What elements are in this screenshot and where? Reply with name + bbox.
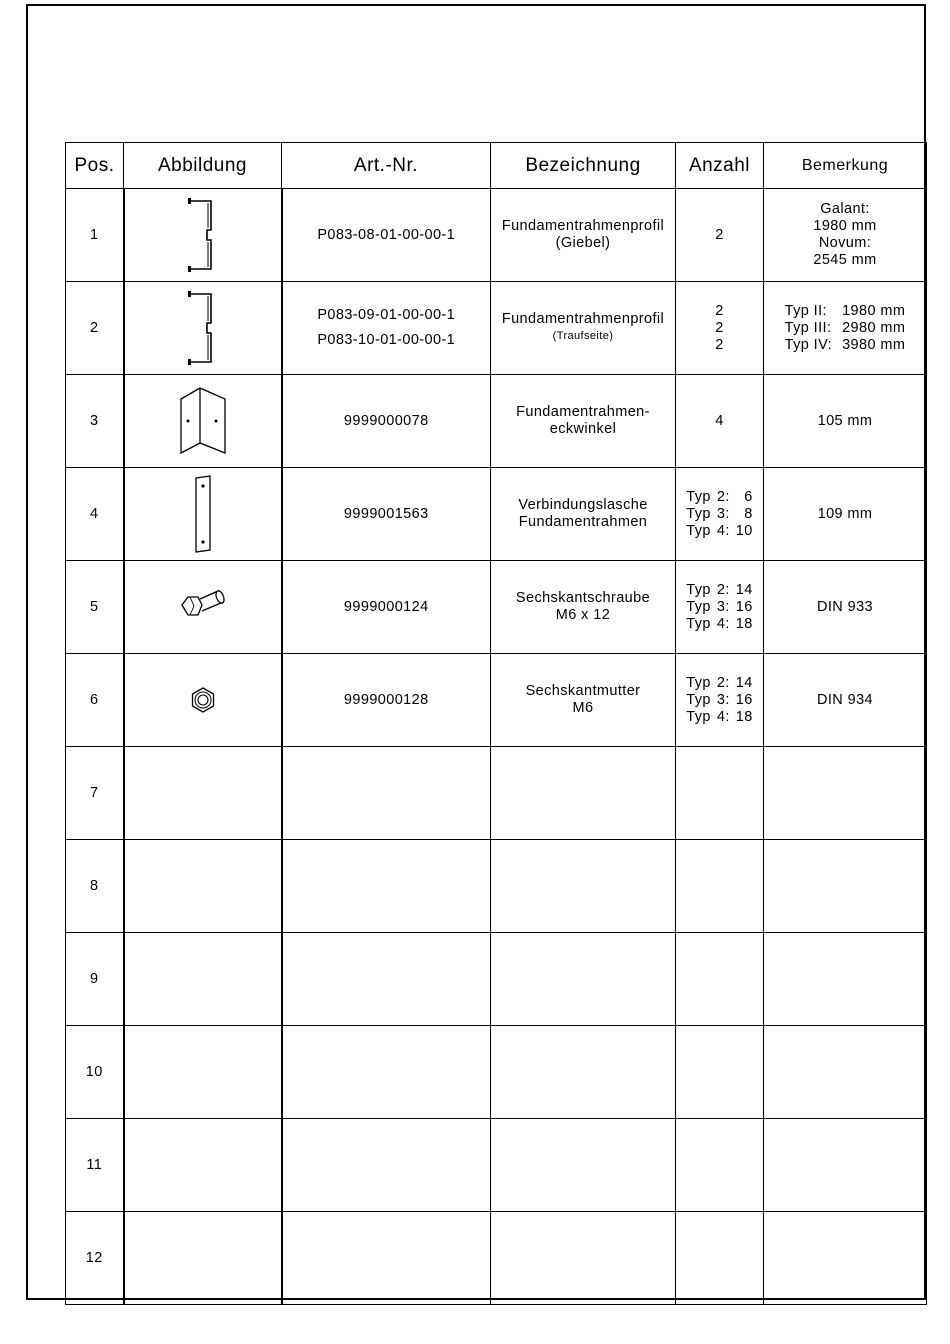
- cell-bemerkung: [764, 1212, 927, 1305]
- hex-bolt-icon: [127, 587, 279, 627]
- table-row: [66, 468, 927, 561]
- cell-bemerkung: [764, 561, 927, 654]
- cell-anzahl: [676, 1119, 764, 1212]
- type-length: 1980 mm: [842, 302, 906, 319]
- table-row: [66, 561, 927, 654]
- table-row: [66, 375, 927, 468]
- quantity: 2: [715, 336, 724, 353]
- cell-bemerkung: [764, 1026, 927, 1119]
- designation-sub: Fundamentrahmen: [518, 514, 648, 530]
- cell-bezeichnung: [491, 561, 676, 654]
- cell-anzahl: [676, 561, 764, 654]
- cell-bemerkung: [764, 1119, 927, 1212]
- remark: DIN 933: [817, 598, 873, 615]
- designation-sub: M6: [572, 700, 594, 716]
- quantity-by-type: [686, 489, 752, 540]
- type-label: Typ: [686, 505, 711, 522]
- quantity: 4: [715, 412, 724, 429]
- cell-anzahl: [676, 282, 764, 375]
- table-row: [66, 1119, 927, 1212]
- remark: 2545 mm: [813, 252, 877, 268]
- cell-anzahl: [676, 747, 764, 840]
- remark: Novum:: [818, 235, 872, 251]
- type-number: 4:: [716, 522, 730, 539]
- cell-anzahl: [676, 375, 764, 468]
- table-header-row: [66, 143, 927, 189]
- table-row: [66, 654, 927, 747]
- cell-abbildung: [124, 468, 282, 561]
- cell-pos: 12: [66, 1212, 124, 1305]
- cell-bemerkung: [764, 282, 927, 375]
- article-number: P083-08-01-00-00-1: [317, 226, 456, 243]
- cell-pos: 11: [66, 1119, 124, 1212]
- cell-bezeichnung: [491, 933, 676, 1026]
- designation: Fundamentrahmenprofil: [501, 311, 665, 327]
- cell-bezeichnung: [491, 1026, 676, 1119]
- designation-sub: eckwinkel: [549, 421, 617, 437]
- cell-anzahl: [676, 468, 764, 561]
- cell-pos: 2: [66, 282, 124, 375]
- cell-bezeichnung: [491, 1119, 676, 1212]
- designation: Sechskantschraube: [515, 590, 651, 606]
- type-label: Typ II:: [784, 302, 827, 319]
- table-row: [66, 1026, 927, 1119]
- cell-bezeichnung: [491, 747, 676, 840]
- cell-bemerkung: [764, 189, 927, 282]
- cell-abbildung: [124, 1212, 282, 1305]
- header-pos: Pos.: [66, 143, 124, 189]
- designation: Verbindungslasche: [518, 497, 648, 513]
- type-label: Typ: [686, 708, 711, 725]
- designation-sub: (Traufseite): [552, 330, 614, 342]
- cell-bezeichnung: [491, 1212, 676, 1305]
- quantity: 2: [715, 302, 724, 319]
- type-quantity: 18: [735, 708, 753, 725]
- type-quantity: 10: [735, 522, 753, 539]
- remark: Galant:: [820, 201, 870, 217]
- type-label: Typ: [686, 598, 711, 615]
- cell-bezeichnung: [491, 189, 676, 282]
- type-label: Typ III:: [784, 319, 832, 336]
- cell-pos: 5: [66, 561, 124, 654]
- remark: 105 mm: [817, 412, 873, 429]
- type-quantity: 8: [744, 505, 753, 522]
- hex-nut-icon: [127, 685, 279, 715]
- type-label: Typ: [686, 615, 711, 632]
- cell-pos: 7: [66, 747, 124, 840]
- cell-art-nr: [282, 747, 491, 840]
- article-number: 9999000078: [343, 412, 429, 429]
- cell-art-nr: [282, 282, 491, 375]
- designation: Fundamentrahmenprofil: [501, 218, 665, 234]
- cell-bezeichnung: [491, 375, 676, 468]
- cell-art-nr: [282, 375, 491, 468]
- type-number: 4:: [716, 615, 730, 632]
- remark: 109 mm: [817, 505, 873, 522]
- article-number: 9999001563: [343, 505, 429, 522]
- article-number: 9999000128: [343, 691, 429, 708]
- table-row: [66, 189, 927, 282]
- cell-pos: 6: [66, 654, 124, 747]
- cell-anzahl: [676, 933, 764, 1026]
- quantity: 2: [715, 319, 724, 336]
- cell-pos: 9: [66, 933, 124, 1026]
- table-row: [66, 933, 927, 1026]
- angle-bracket-icon: [127, 385, 279, 457]
- cell-bemerkung: [764, 468, 927, 561]
- type-number: 3:: [716, 598, 730, 615]
- type-label: Typ IV:: [784, 336, 833, 353]
- type-quantity: 6: [744, 488, 753, 505]
- remark: 1980 mm: [813, 218, 877, 234]
- cell-art-nr: [282, 840, 491, 933]
- remark: DIN 934: [817, 691, 873, 708]
- type-number: 3:: [716, 691, 730, 708]
- type-label: Typ: [686, 581, 711, 598]
- cell-anzahl: [676, 189, 764, 282]
- cell-pos: 10: [66, 1026, 124, 1119]
- cell-anzahl: [676, 654, 764, 747]
- table-row: [66, 1212, 927, 1305]
- cell-bemerkung: [764, 654, 927, 747]
- cell-pos: 8: [66, 840, 124, 933]
- article-number: P083-10-01-00-00-1: [317, 332, 456, 348]
- designation-sub: (Giebel): [555, 235, 611, 251]
- cell-art-nr: [282, 468, 491, 561]
- type-number: 2:: [716, 674, 730, 691]
- type-length: 3980 mm: [842, 336, 906, 353]
- type-number: 3:: [716, 505, 730, 522]
- cell-pos: 3: [66, 375, 124, 468]
- cell-bemerkung: [764, 840, 927, 933]
- article-number: P083-09-01-00-00-1: [317, 307, 456, 323]
- cell-bemerkung: [764, 747, 927, 840]
- length-by-type: [785, 303, 906, 354]
- header-anzahl: Anzahl: [676, 143, 764, 189]
- cell-bemerkung: [764, 933, 927, 1026]
- designation: Fundamentrahmen-: [516, 404, 650, 420]
- cell-art-nr: [282, 933, 491, 1026]
- cell-pos: 1: [66, 189, 124, 282]
- type-quantity: 18: [735, 615, 753, 632]
- type-quantity: 14: [735, 581, 753, 598]
- header-bemerkung: Bemerkung: [764, 143, 927, 189]
- designation: Sechskantmutter: [525, 683, 641, 699]
- quantity: 2: [715, 226, 724, 243]
- cell-bezeichnung: [491, 840, 676, 933]
- type-quantity: 14: [735, 674, 753, 691]
- type-number: 4:: [716, 708, 730, 725]
- cell-art-nr: [282, 189, 491, 282]
- connection-strap-icon: [127, 474, 279, 554]
- type-label: Typ: [686, 674, 711, 691]
- type-length: 2980 mm: [842, 319, 906, 336]
- cell-anzahl: [676, 1212, 764, 1305]
- header-art-nr: Art.-Nr.: [282, 143, 491, 189]
- c-profile-icon: [127, 290, 279, 366]
- cell-art-nr: [282, 561, 491, 654]
- cell-abbildung: [124, 561, 282, 654]
- type-number: 2:: [716, 581, 730, 598]
- header-abbildung: Abbildung: [124, 143, 282, 189]
- designation-sub: M6 x 12: [555, 607, 611, 623]
- cell-anzahl: [676, 1026, 764, 1119]
- cell-abbildung: [124, 840, 282, 933]
- cell-art-nr: [282, 1212, 491, 1305]
- table-row: [66, 282, 927, 375]
- cell-abbildung: [124, 654, 282, 747]
- table-row: [66, 840, 927, 933]
- cell-pos: 4: [66, 468, 124, 561]
- type-quantity: 16: [735, 598, 753, 615]
- cell-abbildung: [124, 933, 282, 1026]
- cell-art-nr: [282, 1119, 491, 1212]
- parts-list-table: [65, 142, 927, 1305]
- cell-abbildung: [124, 282, 282, 375]
- cell-art-nr: [282, 654, 491, 747]
- quantity-by-type: [686, 675, 752, 726]
- cell-abbildung: [124, 1119, 282, 1212]
- cell-abbildung: [124, 189, 282, 282]
- header-bezeichnung: Bezeichnung: [491, 143, 676, 189]
- cell-abbildung: [124, 375, 282, 468]
- cell-bemerkung: [764, 375, 927, 468]
- type-label: Typ: [686, 488, 711, 505]
- cell-abbildung: [124, 747, 282, 840]
- cell-bezeichnung: [491, 282, 676, 375]
- cell-anzahl: [676, 840, 764, 933]
- type-number: 2:: [716, 488, 730, 505]
- c-profile-icon: [127, 197, 279, 273]
- cell-bezeichnung: [491, 468, 676, 561]
- type-quantity: 16: [735, 691, 753, 708]
- cell-abbildung: [124, 1026, 282, 1119]
- quantity-by-type: [686, 582, 752, 633]
- article-number: 9999000124: [343, 598, 429, 615]
- cell-bezeichnung: [491, 654, 676, 747]
- cell-art-nr: [282, 1026, 491, 1119]
- type-label: Typ: [686, 522, 711, 539]
- type-label: Typ: [686, 691, 711, 708]
- table-row: [66, 747, 927, 840]
